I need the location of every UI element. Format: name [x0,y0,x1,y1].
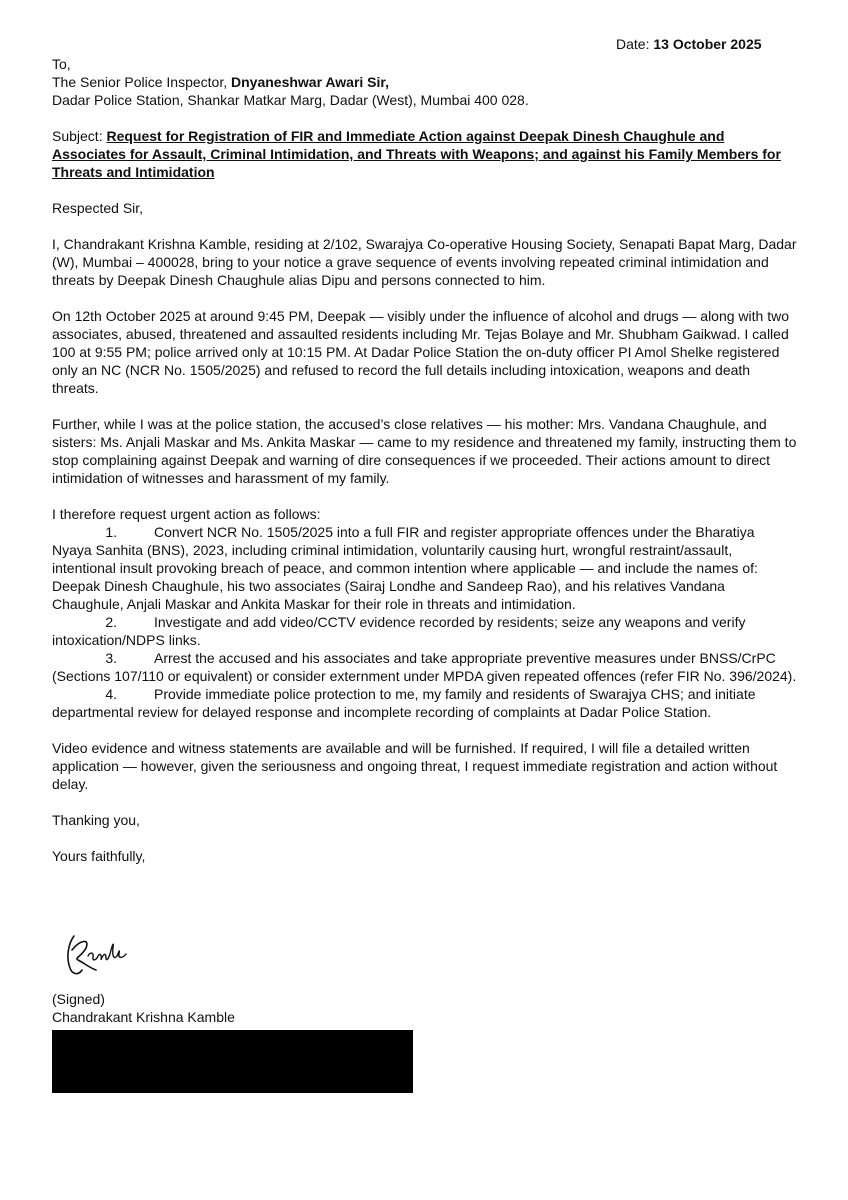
closing-line: Yours faithfully, [52,848,146,864]
salutation: Respected Sir, [52,200,144,216]
request-list [52,523,798,721]
request-text: Investigate and add video/CCTV evidence recorded by residents; seize any weapons and verify intoxication/NDPS links. [52,614,746,648]
request-text: Arrest the accused and his associates and take appropriate preventive measures under BNSS/CrPC (Sections 107/110 or equivalent) or consider externment under MPDA given repeated offences (refer FIR No. 396/2024). [52,650,797,684]
request-number: 2. [105,614,117,630]
redaction-box [52,1030,413,1093]
paragraph-incident: On 12th October 2025 at around 9:45 PM, Deepak — visibly under the influence of alcohol and drugs — along with two associates, abused, threatened and assaulted residents including Mr. Tejas Bolaye and Mr. Shubham Gaikwad. I called 100 at 9:55 PM; police arrived only at 10:15 PM. At Dadar Police Station the on-duty officer PI Amol Shelke registered only an NC (NCR No. 1505/2025) and refused to record the full details including intoxication, weapons and death threats. [52,308,789,396]
paragraph-evidence: Video evidence and witness statements are available and will be furnished. If required, I will file a detailed written application — however, given the seriousness and ongoing threat, I request immediate registration and action without delay. [52,740,778,792]
request-number: 1. [105,524,117,540]
request-item [52,613,798,649]
recipient-name: Dnyaneshwar Awari Sir, [231,74,389,90]
request-intro: I therefore request urgent action as follows: [52,506,321,522]
request-item [52,523,798,613]
request-number: 3. [105,650,117,666]
request-item [52,649,798,685]
request-text: Convert NCR No. 1505/2025 into a full FIR and register appropriate offences under the Bharatiya Nyaya Sanhita (BNS), 2023, including criminal intimidation, voluntarily causing hurt, wrongful restraint/assault, intentional insult provoking breach of peace, and common intention where applicable — and include the names of: Deepak Dinesh Chaughule, his two associates (Sairaj Londhe and Sandeep Rao), and his relatives Vandana Chaughule, Anjali Maskar and Ankita Maskar for their role in threats and intimidation. [52,524,758,612]
thanks-line: Thanking you, [52,812,140,828]
paragraph-introduction: I, Chandrakant Krishna Kamble, residing at 2/102, Swarajya Co-operative Housing Society, Senapati Bapat Marg, Dadar (W), Mumbai – 400028, bring to your notice a grave sequence of events involving repeated criminal intimidation and threats by Deepak Dinesh Chaughule alias Dipu and persons connected to him. [52,236,797,288]
recipient-title: The Senior Police Inspector, [52,74,231,90]
date-label: Date: [616,36,654,52]
recipient-address: Dadar Police Station, Shankar Matkar Marg, Dadar (West), Mumbai 400 028. [52,92,529,108]
letter-body [52,55,798,865]
handwritten-signature [60,930,130,980]
signature-block [52,990,452,1026]
subject-line [52,127,798,181]
letter-date [616,35,816,53]
date-value: 13 October 2025 [653,36,762,52]
signer-name: Chandrakant Krishna Kamble [52,1009,235,1025]
request-text: Provide immediate police protection to me, my family and residents of Swarajya CHS; and initiate departmental review for delayed response and incomplete recording of complaints at Dadar Police Station. [52,686,756,720]
subject-label: Subject: [52,128,107,144]
request-item [52,685,798,721]
paragraph-family-threats: Further, while I was at the police station, the accused’s close relatives — his mother: Mrs. Vandana Chaughule, and sisters: Ms. Anjali Maskar and Ms. Ankita Maskar — came to my residence and threatened my family, instructing them to stop complaining against Deepak and warning of dire consequences if we proceeded. Their actions amount to direct intimidation of witnesses and harassment of my family. [52,416,797,486]
signed-label: (Signed) [52,991,105,1007]
addressee-to: To, [52,56,71,72]
recipient-line [52,73,798,91]
subject-text: Request for Registration of FIR and Immediate Action against Deepak Dinesh Chaughule and Associates for Assault, Criminal Intimidation, and Threats with Weapons; and against his Family Members for Threats and Intimidation [52,128,781,180]
request-number: 4. [105,686,117,702]
